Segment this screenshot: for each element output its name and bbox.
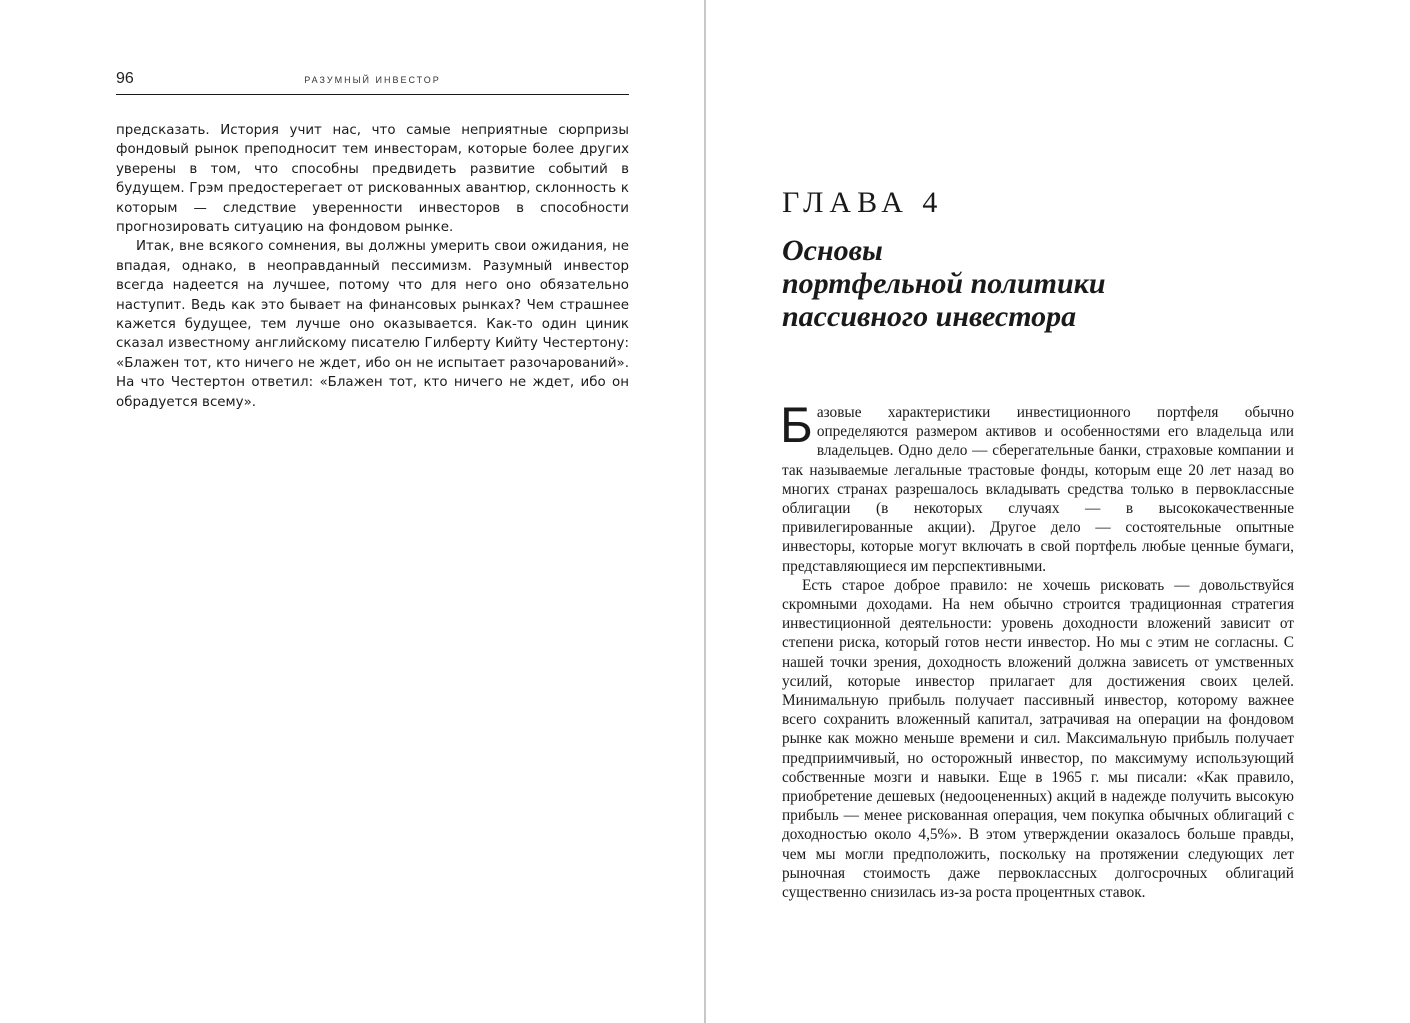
chapter-title-line-2: портфельной политики xyxy=(782,267,1106,300)
running-head-title: РАЗУМНЫЙ ИНВЕСТОР xyxy=(304,75,441,85)
drop-cap: Б xyxy=(780,397,813,453)
left-body-text xyxy=(116,121,629,412)
right-paragraph-1-text: азовые характеристики инвестиционного портфеля обычно определяются размером активов и особенностями его владельца или владельцев. Одно дело — сберегательные банки, страховые компании и так называемые легальные трастовые фонды, которым еще 20 лет назад во многих странах разрешалось вкладывать средства только в первоклассные облигации (в некоторых случаях — в высококачественные привилегированные акции). Другое дело — состоятельные опытные инвесторы, которые могут включать в свой портфель любые ценные бумаги, представляющиеся им перспективными. xyxy=(782,404,1294,575)
page-number: 96 xyxy=(116,70,134,87)
right-paragraph-1 xyxy=(780,397,1294,576)
chapter-title-line-1: Основы xyxy=(782,234,883,267)
chapter-title-line-3: пассивного инвестора xyxy=(782,300,1077,333)
page-spread-divider xyxy=(704,0,706,1023)
chapter-title xyxy=(782,234,1294,333)
left-page xyxy=(116,66,629,412)
right-page xyxy=(782,184,1294,902)
chapter-label: ГЛАВА 4 xyxy=(782,186,944,219)
left-paragraph-1: предсказать. История учит нас, что самые неприятные сюрпризы фондовый рынок преподносит тем инвесторам, которые более других уверены в том, что способны предвидеть развитие событий в будущем. Грэм предостерегает от рискованных авантюр, склонность к которым — следствие уверенности инвесторов в способности прогнозировать ситуацию на фондовом рынке. xyxy=(116,123,629,236)
right-paragraph-2: Есть старое доброе правило: не хочешь рисковать — довольствуйся скромными доходами. На нем обычно строится традиционная стратегия инвестиционной деятельности: уровень доходности вложений зависит от степени риска, который готов нести инвестор. Но мы с этим не согласны. С нашей точки зрения, доходность вложений должна зависеть от умственных усилий, которые инвестор прилагает для достижения своих целей. Минимальную прибыль получает пассивный инвестор, которому важнее всего сохранить вложенный капитал, затрачивая на операции на фондовом рынке как можно меньше времени и сил. Максимальную прибыль получает предприимчивый, но осторожный инвестор, по максимуму использующий собственные мозги и навыки. Еще в 1965 г. мы писали: «Как правило, приобретение дешевых (недооцененных) акций в надежде получить высокую прибыль — менее рискованная операция, чем покупка обычных облигаций с доходностью около 4,5%». В этом утверждении оказалось больше правды, чем мы могли предположить, поскольку на протяжении следующих лет рыночная стоимость даже первоклассных долгосрочных облигаций существенно снизилась из-за роста процентных ставок. xyxy=(782,576,1294,902)
running-head xyxy=(116,66,629,95)
left-paragraph-2: Итак, вне всякого сомнения, вы должны умерить свои ожидания, не впадая, однако, в неоправданный пессимизм. Разумный инвестор всегда надеется на лучшее, потому что для него оно обязательно наступит. Ведь как это бывает на финансовых рынках? Чем страшнее кажется будущее, тем лучше оно оказывается. Как-то один циник сказал известному английскому писателю Гилберту Кийту Честертону: «Блажен тот, кто ничего не ждет, ибо он не испытает разочарований». На что Честертон ответил: «Блажен тот, кто ничего не ждет, ибо он обрадуется всему». xyxy=(116,239,629,410)
right-body-text xyxy=(780,397,1294,902)
